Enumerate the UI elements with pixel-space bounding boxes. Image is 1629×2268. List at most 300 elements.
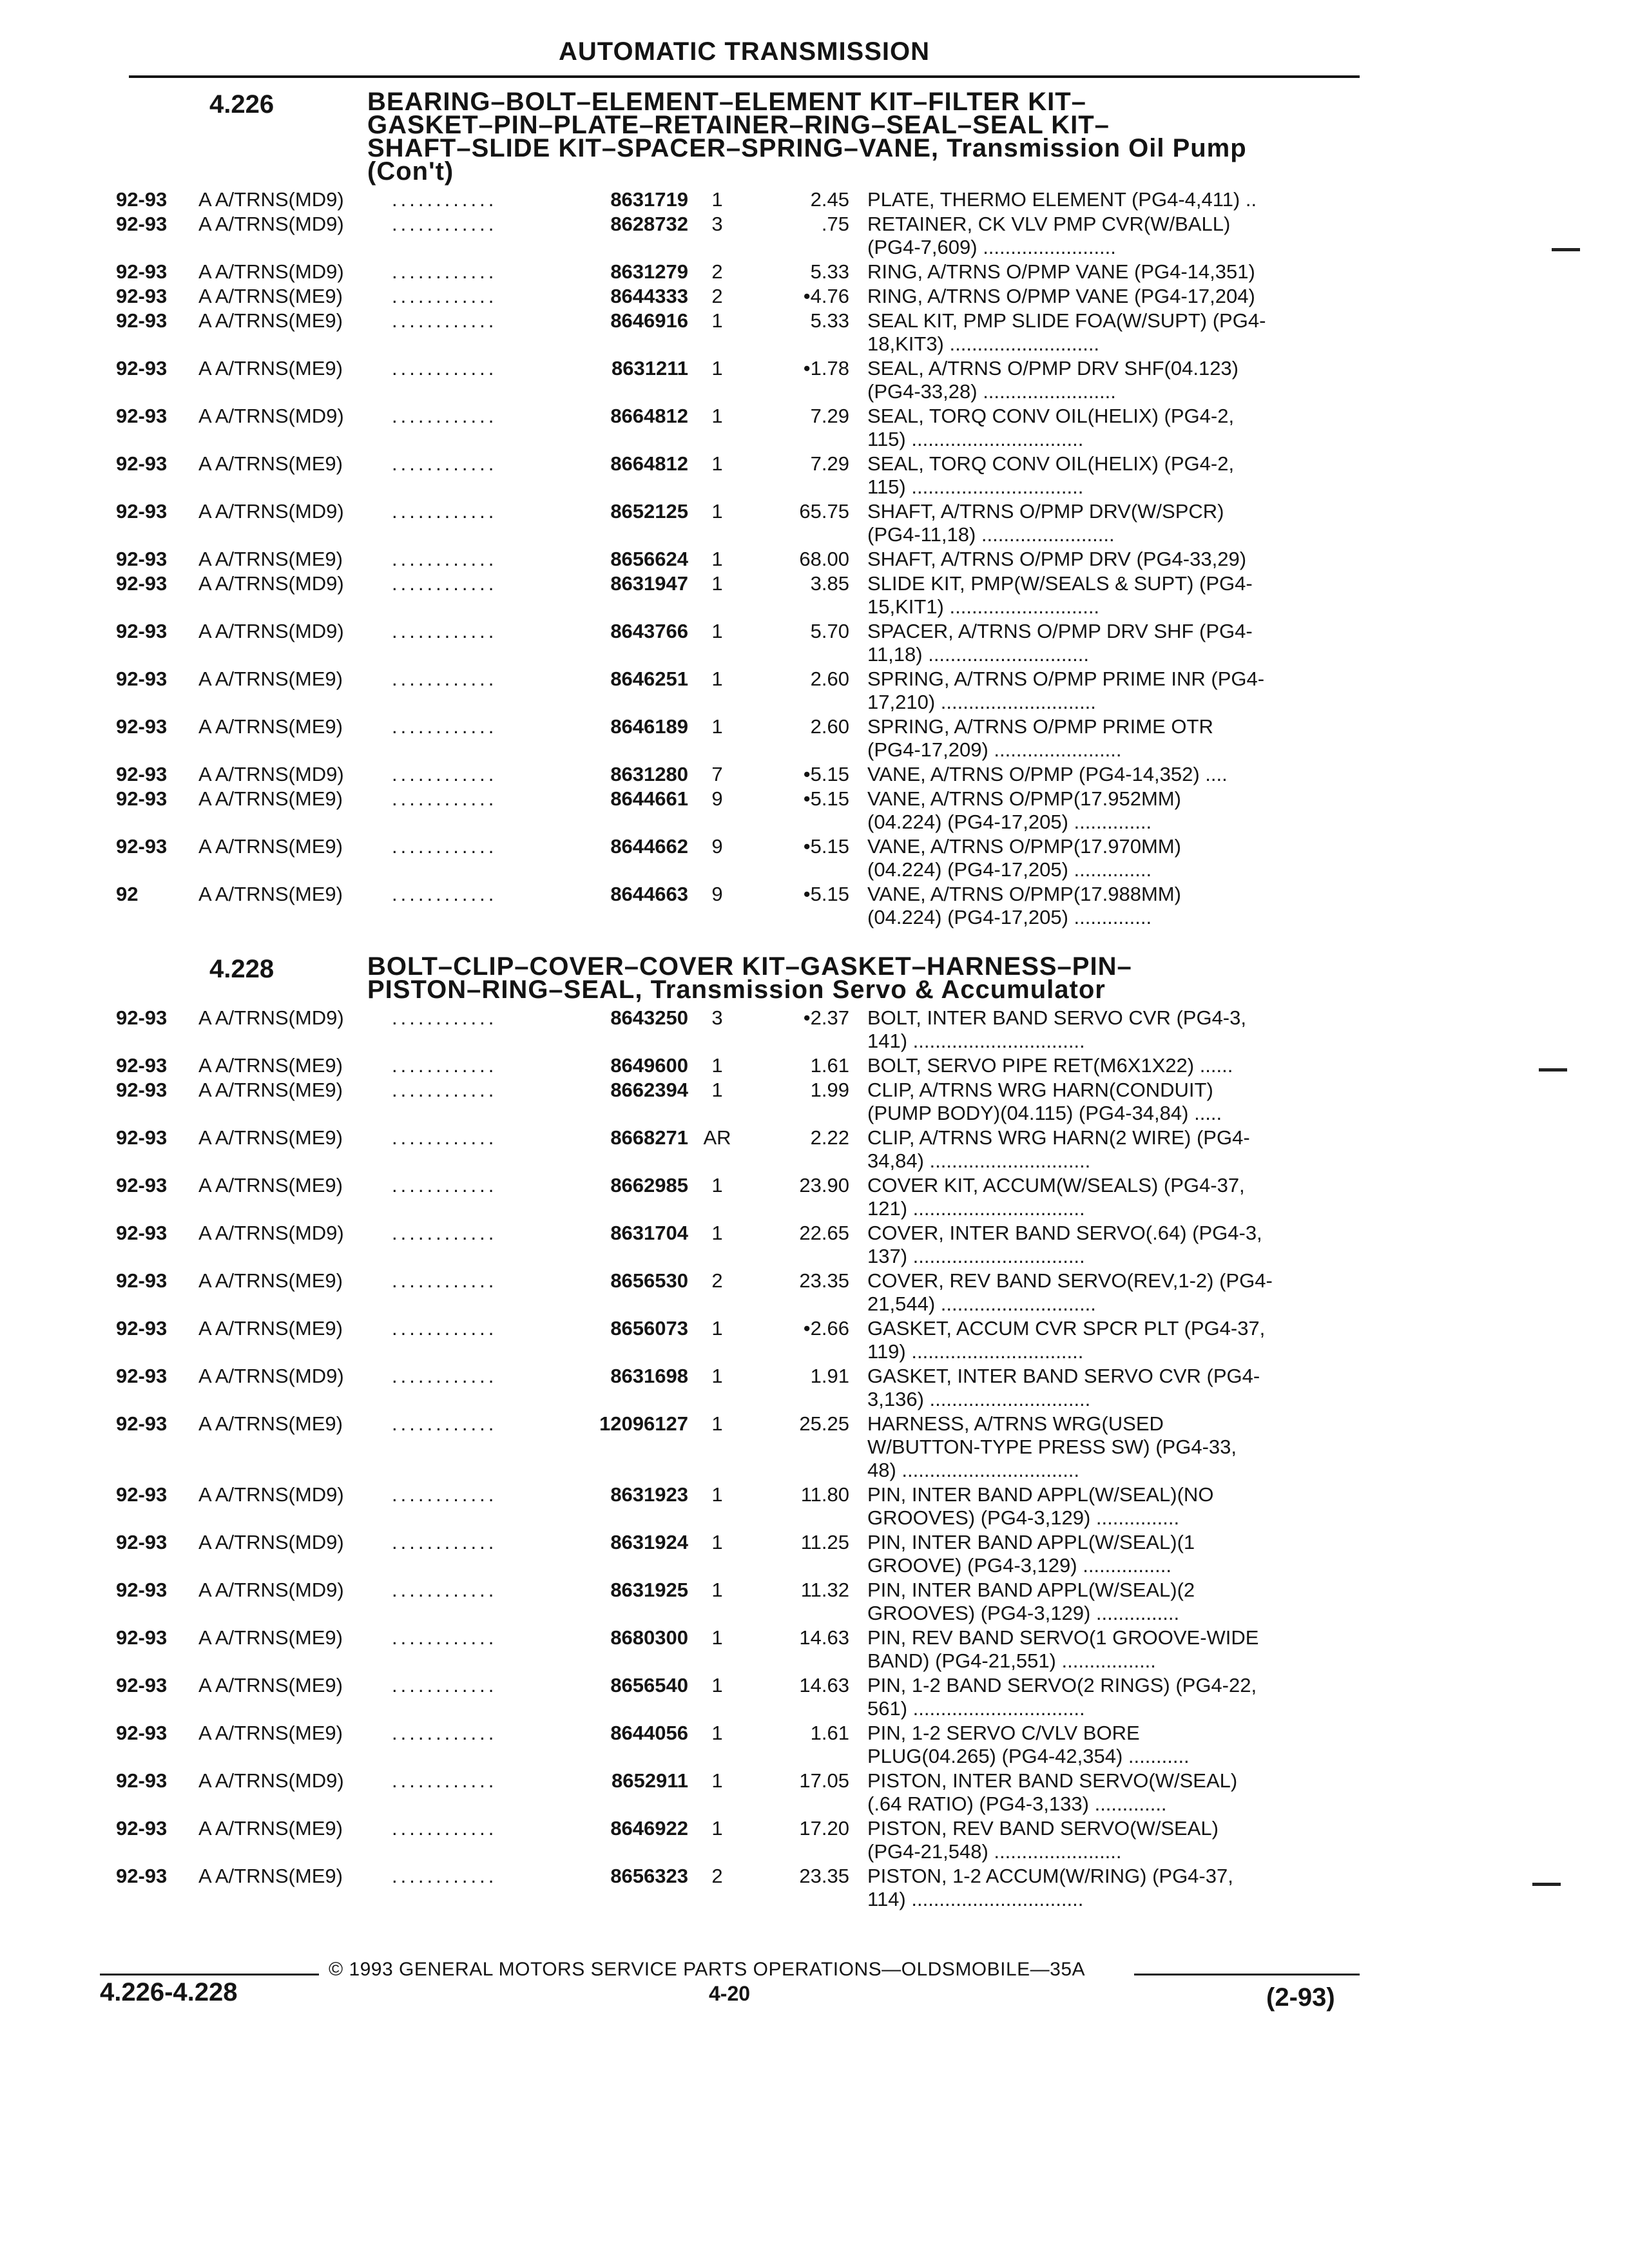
leader-dots: ............ [392,1579,497,1601]
price: 22.65 [799,1222,849,1244]
leader-dots: ............ [392,1126,497,1149]
model-years: 92-93 [116,452,168,475]
application-code: A A/TRNS(MD9) [198,405,344,427]
leader-dots: ............ [392,1365,497,1387]
parts-row [116,1626,1360,1673]
part-number: 8631698 [610,1365,688,1387]
application-code: A A/TRNS(ME9) [198,309,343,332]
quantity: 1 [711,1674,723,1696]
application-code: A A/TRNS(ME9) [198,1722,343,1744]
application-code: A A/TRNS(ME9) [198,668,343,690]
part-number: 8646251 [610,668,688,690]
leader-dots: ............ [392,572,497,595]
part-description: PISTON, 1-2 ACCUM(W/RING) (PG4-37, 114) ............................... [867,1865,1233,1910]
section-heading [116,88,1360,186]
section-title-line: SHAFT–SLIDE KIT–SPACER–SPRING–VANE, Transmission Oil Pump [367,134,1247,162]
parts-row [116,285,1360,308]
application-code: A A/TRNS(ME9) [198,1317,343,1340]
model-years: 92-93 [116,357,168,380]
price: 2.60 [810,668,849,690]
part-number: 8643766 [610,620,688,642]
part-description: PISTON, REV BAND SERVO(W/SEAL) (PG4-21,548) ....................... [867,1817,1219,1863]
model-years: 92-93 [116,763,168,785]
parts-row [116,405,1360,451]
model-years: 92-93 [116,1126,168,1149]
part-description: PIN, INTER BAND APPL(W/SEAL)(2 GROOVES) (PG4-3,129) ............... [867,1579,1195,1624]
section-number: 4.226 [209,90,275,119]
leader-dots: ............ [392,357,497,380]
leader-dots: ............ [392,1531,497,1553]
leader-dots: ............ [392,1412,497,1435]
part-description: RING, A/TRNS O/PMP VANE (PG4-17,204) [867,285,1255,307]
quantity: 1 [711,188,723,211]
part-description: VANE, A/TRNS O/PMP (PG4-14,352) .... [867,763,1228,785]
quantity: 1 [711,500,723,523]
quantity: 2 [711,1865,723,1887]
quantity: 1 [711,1365,723,1387]
price: 23.35 [799,1865,849,1887]
part-description: SEAL KIT, PMP SLIDE FOA(W/SUPT) (PG4- 18,KIT3) ........................... [867,309,1266,355]
part-number: 8644056 [610,1722,688,1744]
application-code: A A/TRNS(ME9) [198,1079,343,1101]
part-description: CLIP, A/TRNS WRG HARN(CONDUIT) (PUMP BODY)(04.115) (PG4-34,84) ..... [867,1079,1222,1124]
model-years: 92-93 [116,1317,168,1340]
part-description: SPRING, A/TRNS O/PMP PRIME INR (PG4- 17,210) ............................ [867,668,1265,713]
application-code: A A/TRNS(MD9) [198,1006,344,1029]
leader-dots: ............ [392,500,497,523]
model-years: 92-93 [116,260,168,283]
leader-dots: ............ [392,763,497,785]
parts-row [116,1054,1360,1077]
section-title [367,88,1360,186]
quantity: 1 [711,1222,723,1244]
price: 11.32 [800,1579,849,1601]
application-code: A A/TRNS(MD9) [198,1769,344,1792]
section-title-line: BEARING–BOLT–ELEMENT–ELEMENT KIT–FILTER KIT– [367,88,1086,116]
price: 17.20 [799,1817,849,1840]
leader-dots: ............ [392,1222,497,1244]
model-years: 92-93 [116,1412,168,1435]
quantity: 1 [711,452,723,475]
part-description: SHAFT, A/TRNS O/PMP DRV(W/SPCR) (PG4-11,18) ........................ [867,500,1224,546]
leader-dots: ............ [392,188,497,211]
price: 23.35 [799,1269,849,1292]
part-number: 8649600 [610,1054,688,1077]
part-description: HARNESS, A/TRNS WRG(USED W/BUTTON-TYPE PRESS SW) (PG4-33, 48) ................................ [867,1412,1237,1481]
quantity: 1 [711,1174,723,1196]
price: •5.15 [803,787,849,810]
quantity: 3 [711,213,723,235]
quantity: 1 [711,668,723,690]
quantity: 1 [711,309,723,332]
model-years: 92-93 [116,1006,168,1029]
model-years: 92-93 [116,715,168,738]
application-code: A A/TRNS(ME9) [198,1269,343,1292]
model-years: 92-93 [116,1674,168,1696]
model-years: 92-93 [116,309,168,332]
quantity: 1 [711,1626,723,1649]
application-code: A A/TRNS(ME9) [198,1817,343,1840]
part-number: 8652125 [610,500,688,523]
quantity: AR [703,1126,731,1149]
part-number: 8646916 [610,309,688,332]
section-title-line: BOLT–CLIP–COVER–COVER KIT–GASKET–HARNESS–PIN– [367,952,1132,981]
application-code: A A/TRNS(MD9) [198,572,344,595]
part-description: SPACER, A/TRNS O/PMP DRV SHF (PG4- 11,18) ............................. [867,620,1253,666]
model-years: 92-93 [116,1865,168,1887]
application-code: A A/TRNS(MD9) [198,1531,344,1553]
part-number: 8656323 [610,1865,688,1887]
margin-mark [1539,1068,1567,1072]
model-years: 92-93 [116,1269,168,1292]
price: 1.99 [810,1079,849,1101]
quantity: 1 [711,1079,723,1101]
price: 1.91 [810,1365,849,1387]
part-number: 8662394 [610,1079,688,1101]
part-number: 8664812 [610,452,688,475]
footer-page-number: 4-20 [709,1982,751,2005]
price: 5.70 [810,620,849,642]
parts-row [116,500,1360,546]
quantity: 7 [711,763,723,785]
quantity: 1 [711,405,723,427]
quantity: 1 [711,1412,723,1435]
part-number: 8646189 [610,715,688,738]
application-code: A A/TRNS(ME9) [198,1174,343,1196]
part-number: 12096127 [599,1412,688,1435]
part-number: 8631925 [610,1579,688,1601]
leader-dots: ............ [392,1054,497,1077]
model-years: 92-93 [116,1626,168,1649]
parts-row [116,1269,1360,1316]
model-years: 92-93 [116,213,168,235]
leader-dots: ............ [392,620,497,642]
price: 5.33 [810,260,849,283]
part-number: 8644333 [610,285,688,307]
price: 23.90 [799,1174,849,1196]
part-description: VANE, A/TRNS O/PMP(17.970MM) (04.224) (PG4-17,205) .............. [867,835,1181,881]
leader-dots: ............ [392,1006,497,1029]
model-years: 92-93 [116,285,168,307]
part-description: SPRING, A/TRNS O/PMP PRIME OTR (PG4-17,209) ....................... [867,715,1213,761]
section-title-line: (Con't) [367,157,454,186]
price: 14.63 [799,1626,849,1649]
part-number: 8644661 [610,787,688,810]
model-years: 92-93 [116,1365,168,1387]
part-number: 8628732 [610,213,688,235]
part-description: SLIDE KIT, PMP(W/SEALS & SUPT) (PG4- 15,KIT1) ........................... [867,572,1253,618]
price: •1.78 [803,357,849,380]
model-years: 92-93 [116,1222,168,1244]
footer-section-range: 4.226-4.228 [100,1978,238,2006]
application-code: A A/TRNS(ME9) [198,1412,343,1435]
part-description: PIN, INTER BAND APPL(W/SEAL)(NO GROOVES) (PG4-3,129) ............... [867,1483,1214,1529]
application-code: A A/TRNS(ME9) [198,835,343,858]
leader-dots: ............ [392,668,497,690]
price: 1.61 [810,1722,849,1744]
section-title [367,952,1360,1004]
model-years: 92-93 [116,1531,168,1553]
quantity: 1 [711,1722,723,1744]
leader-dots: ............ [392,1626,497,1649]
parts-row [116,883,1360,929]
part-description: CLIP, A/TRNS WRG HARN(2 WIRE) (PG4- 34,84) ............................. [867,1126,1250,1172]
part-description: BOLT, SERVO PIPE RET(M6X1X22) ...... [867,1054,1233,1077]
part-number: 8656530 [610,1269,688,1292]
section-number: 4.228 [209,955,275,983]
model-years: 92-93 [116,835,168,858]
model-years: 92-93 [116,188,168,211]
leader-dots: ............ [392,260,497,283]
model-years: 92 [116,883,139,905]
application-code: A A/TRNS(MD9) [198,500,344,523]
price: •5.15 [803,763,849,785]
leader-dots: ............ [392,213,497,235]
application-code: A A/TRNS(MD9) [198,1365,344,1387]
leader-dots: ............ [392,405,497,427]
leader-dots: ............ [392,883,497,905]
application-code: A A/TRNS(MD9) [198,763,344,785]
part-number: 8631211 [612,357,688,380]
price: 11.25 [800,1531,849,1553]
quantity: 9 [711,883,723,905]
part-description: SEAL, TORQ CONV OIL(HELIX) (PG4-2, 115) ............................... [867,405,1235,450]
quantity: 1 [711,1483,723,1506]
price: •4.76 [803,285,849,307]
part-number: 8646922 [610,1817,688,1840]
part-description: SHAFT, A/TRNS O/PMP DRV (PG4-33,29) [867,548,1247,570]
application-code: A A/TRNS(MD9) [198,1579,344,1601]
part-description: PISTON, INTER BAND SERVO(W/SEAL) (.64 RATIO) (PG4-3,133) ............. [867,1769,1238,1815]
parts-row [116,668,1360,714]
parts-row [116,260,1360,284]
part-description: PIN, REV BAND SERVO(1 GROOVE-WIDE BAND) (PG4-21,551) ................. [867,1626,1259,1672]
model-years: 92-93 [116,1054,168,1077]
section-heading [116,952,1360,1004]
price: 7.29 [810,405,849,427]
parts-row [116,1174,1360,1220]
parts-row [116,1674,1360,1720]
application-code: A A/TRNS(ME9) [198,1126,343,1149]
price: 17.05 [799,1769,849,1792]
price: 1.61 [810,1054,849,1077]
leader-dots: ............ [392,1722,497,1744]
parts-row [116,572,1360,619]
parts-row [116,1769,1360,1816]
leader-dots: ............ [392,1269,497,1292]
leader-dots: ............ [392,1483,497,1506]
parts-row [116,1579,1360,1625]
model-years: 92-93 [116,1722,168,1744]
price: 3.85 [810,572,849,595]
part-number: 8668271 [610,1126,688,1149]
footer-date: (2-93) [1266,1983,1335,2012]
header-rule [129,75,1360,78]
quantity: 1 [711,1054,723,1077]
price: 68.00 [799,548,849,570]
leader-dots: ............ [392,1674,497,1696]
model-years: 92-93 [116,1174,168,1196]
parts-row [116,1865,1360,1911]
parts-row [116,452,1360,499]
parts-row [116,835,1360,881]
quantity: 1 [711,1531,723,1553]
parts-row [116,1317,1360,1363]
price: 2.22 [810,1126,849,1149]
price: •2.37 [803,1006,849,1029]
parts-row [116,1222,1360,1268]
parts-row [116,548,1360,571]
quantity: 1 [711,548,723,570]
leader-dots: ............ [392,1174,497,1196]
footer-rule-right [1134,1974,1360,1975]
quantity: 2 [711,1269,723,1292]
application-code: A A/TRNS(ME9) [198,787,343,810]
quantity: 2 [711,260,723,283]
quantity: 1 [711,1769,723,1792]
parts-row [116,787,1360,834]
model-years: 92-93 [116,620,168,642]
part-description: GASKET, INTER BAND SERVO CVR (PG4- 3,136) ............................. [867,1365,1260,1410]
parts-row [116,1126,1360,1173]
price: 7.29 [810,452,849,475]
quantity: 2 [711,285,723,307]
application-code: A A/TRNS(ME9) [198,452,343,475]
leader-dots: ............ [392,1865,497,1887]
leader-dots: ............ [392,1079,497,1101]
model-years: 92-93 [116,1079,168,1101]
part-description: SEAL, TORQ CONV OIL(HELIX) (PG4-2, 115) ............................... [867,452,1235,498]
application-code: A A/TRNS(MD9) [198,260,344,283]
price: •5.15 [803,883,849,905]
leader-dots: ............ [392,1817,497,1840]
price: •5.15 [803,835,849,858]
parts-row [116,1079,1360,1125]
parts-row [116,1412,1360,1482]
application-code: A A/TRNS(MD9) [198,188,344,211]
application-code: A A/TRNS(ME9) [198,1626,343,1649]
part-number: 8631704 [610,1222,688,1244]
application-code: A A/TRNS(ME9) [198,285,343,307]
parts-row [116,1722,1360,1768]
parts-row [116,213,1360,259]
parts-list [116,188,1360,929]
part-description: SEAL, A/TRNS O/PMP DRV SHF(04.123) (PG4-33,28) ........................ [867,357,1239,403]
quantity: 1 [711,1317,723,1340]
model-years: 92-93 [116,1483,168,1506]
part-number: 8662985 [610,1174,688,1196]
quantity: 1 [711,1817,723,1840]
part-number: 8631280 [610,763,688,785]
application-code: A A/TRNS(ME9) [198,357,343,380]
leader-dots: ............ [392,715,497,738]
model-years: 92-93 [116,405,168,427]
leader-dots: ............ [392,1317,497,1340]
part-number: 8652911 [612,1769,688,1792]
parts-row [116,188,1360,211]
parts-row [116,1006,1360,1053]
running-head: AUTOMATIC TRANSMISSION [558,37,930,66]
footer-rule-left [100,1974,319,1975]
part-description: RING, A/TRNS O/PMP VANE (PG4-14,351) [867,260,1255,283]
margin-mark [1552,248,1580,251]
model-years: 92-93 [116,548,168,570]
model-years: 92-93 [116,572,168,595]
part-description: COVER, INTER BAND SERVO(.64) (PG4-3, 137) ............................... [867,1222,1262,1267]
parts-row [116,763,1360,786]
price: 2.60 [810,715,849,738]
part-number: 8631924 [610,1531,688,1553]
price: .75 [821,213,849,235]
quantity: 1 [711,357,723,380]
price: 14.63 [799,1674,849,1696]
parts-row [116,715,1360,762]
part-number: 8644663 [610,883,688,905]
leader-dots: ............ [392,285,497,307]
quantity: 1 [711,620,723,642]
price: 25.25 [799,1412,849,1435]
section-title-line: PISTON–RING–SEAL, Transmission Servo & Accumulator [367,975,1106,1004]
part-number: 8656073 [610,1317,688,1340]
application-code: A A/TRNS(ME9) [198,883,343,905]
quantity: 9 [711,835,723,858]
section-4-226 [116,90,1360,930]
part-description: RETAINER, CK VLV PMP CVR(W/BALL) (PG4-7,609) ........................ [867,213,1231,258]
application-code: A A/TRNS(MD9) [198,1483,344,1506]
margin-mark [1532,1883,1561,1886]
part-description: GASKET, ACCUM CVR SPCR PLT (PG4-37, 119) ............................... [867,1317,1266,1363]
quantity: 1 [711,1579,723,1601]
part-number: 8643250 [610,1006,688,1029]
leader-dots: ............ [392,452,497,475]
parts-row [116,1483,1360,1530]
price: 5.33 [810,309,849,332]
part-description: PLATE, THERMO ELEMENT (PG4-4,411) .. [867,188,1257,211]
price: 65.75 [799,500,849,523]
leader-dots: ............ [392,787,497,810]
model-years: 92-93 [116,1817,168,1840]
price: 11.80 [800,1483,849,1506]
part-description: VANE, A/TRNS O/PMP(17.988MM) (04.224) (PG4-17,205) .............. [867,883,1181,928]
parts-row [116,357,1360,403]
part-number: 8631923 [610,1483,688,1506]
parts-row [116,620,1360,666]
part-number: 8644662 [610,835,688,858]
price: 2.45 [810,188,849,211]
application-code: A A/TRNS(ME9) [198,715,343,738]
application-code: A A/TRNS(ME9) [198,1865,343,1887]
leader-dots: ............ [392,548,497,570]
parts-row [116,1531,1360,1577]
application-code: A A/TRNS(ME9) [198,548,343,570]
part-number: 8680300 [610,1626,688,1649]
model-years: 92-93 [116,787,168,810]
application-code: A A/TRNS(MD9) [198,620,344,642]
quantity: 1 [711,572,723,595]
section-title-line: GASKET–PIN–PLATE–RETAINER–RING–SEAL–SEAL KIT– [367,111,1110,139]
quantity: 9 [711,787,723,810]
part-description: VANE, A/TRNS O/PMP(17.952MM) (04.224) (PG4-17,205) .............. [867,787,1181,833]
footer-copyright: © 1993 GENERAL MOTORS SERVICE PARTS OPERATIONS—OLDSMOBILE—35A [329,1959,1086,1980]
part-description: BOLT, INTER BAND SERVO CVR (PG4-3, 141) ............................... [867,1006,1246,1052]
model-years: 92-93 [116,500,168,523]
parts-row [116,1365,1360,1411]
quantity: 1 [711,715,723,738]
application-code: A A/TRNS(MD9) [198,1222,344,1244]
section-4-228 [116,952,1360,1912]
part-number: 8631279 [610,260,688,283]
application-code: A A/TRNS(MD9) [198,213,344,235]
